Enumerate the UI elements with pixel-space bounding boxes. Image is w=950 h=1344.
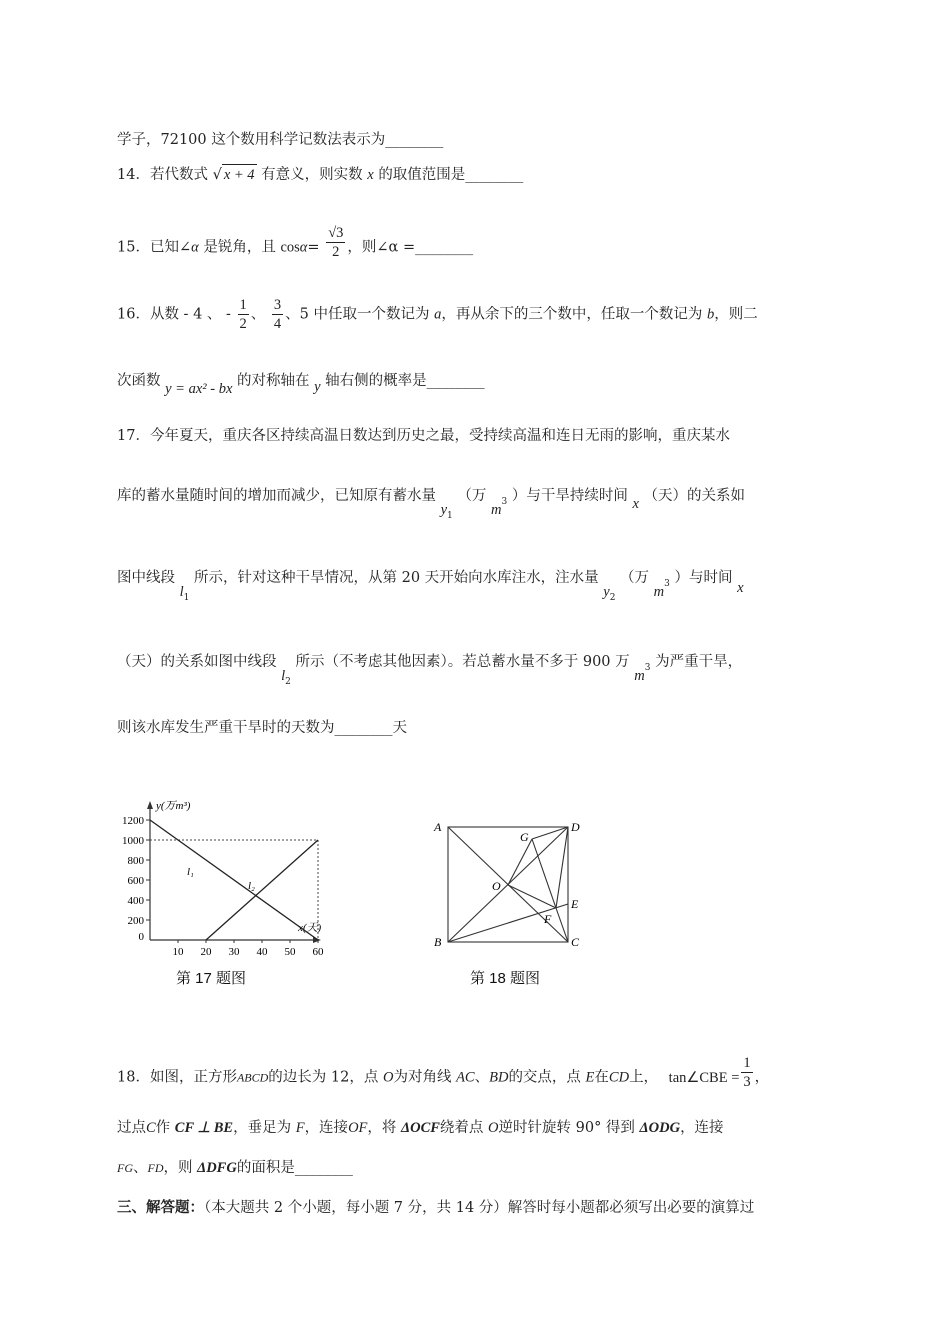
q17-y2-sub: 2: [609, 593, 616, 603]
segment-og: [508, 839, 532, 885]
q16-b: b: [706, 306, 715, 323]
q17-l2b: （万: [457, 488, 487, 504]
q18-l1b: 的边长为 12，点: [268, 1069, 379, 1086]
q16-frac-1-den: 2: [239, 316, 247, 332]
q16-frac-2-den: 4: [273, 316, 282, 332]
q15-text-3: ，则∠α =________: [347, 239, 474, 256]
y-tick-label: 1000: [122, 835, 144, 847]
q17-m-sup-2: 3: [664, 579, 670, 589]
q18-l3d: ，则: [163, 1160, 193, 1176]
q18-sep: 、: [474, 1069, 490, 1086]
q17-l3c: （万: [620, 570, 650, 586]
q17-line-5: 则该水库发生严重干旱时的天数为________天: [117, 720, 407, 736]
q18-l2a: 过点: [117, 1120, 146, 1136]
y-tick-label: 200: [127, 915, 144, 927]
q18-perp: CF ⊥ BE: [174, 1120, 234, 1136]
q17-l3d: ）与时间: [674, 570, 733, 586]
q16-text: 从数 - 4 、 -: [149, 306, 231, 323]
q17-l2a: 库的蓄水量随时间的增加而减少，已知原有蓄水量: [117, 488, 436, 504]
q17-l1-sub: 1: [183, 593, 190, 603]
q15-frac-num: √3: [328, 225, 344, 241]
q14-text: 若代数式: [149, 167, 208, 183]
q18-cd: CD: [608, 1069, 630, 1086]
q18-l1a: 18．如图，正方形: [117, 1069, 237, 1086]
figure-18-caption: 第 18 题图: [470, 970, 541, 987]
x-tick-label: 40: [256, 946, 268, 958]
x-tick-label: 50: [284, 946, 296, 958]
q18-l2e: ，将: [367, 1120, 397, 1136]
q18-tan: tan∠CBE =: [668, 1069, 740, 1086]
q18-l1f: 上，: [629, 1069, 659, 1086]
label-f: F: [544, 912, 552, 926]
q17-line-1: 17．今年夏天，重庆各区持续高温日数达到历史之最，受持续高温和连日无雨的影响，重庆某水: [117, 428, 730, 444]
q15-text: 已知∠: [149, 239, 192, 256]
q17-l4a: （天）的关系如图中线段: [117, 654, 277, 670]
q15-eq: =: [307, 239, 320, 256]
label-g: G: [520, 830, 529, 844]
q17-m-2: m: [653, 584, 665, 600]
question-16: [117, 296, 758, 333]
q16-number: 16．: [117, 306, 150, 323]
q15-frac-den: 2: [332, 244, 340, 260]
q17-x: x: [632, 496, 639, 512]
section-3-desc: （本大题共 2 个小题，每小题 7 分，共 14 分）解答时每小题都必须写出必要的演算过: [204, 1200, 755, 1216]
q14-text-3: 的取值范围是________: [378, 167, 524, 183]
q18-line-2: [117, 1118, 724, 1138]
y-tick-label: 1200: [122, 815, 144, 827]
q16b-formula: y = ax² - bx: [165, 381, 233, 397]
q17-line-4: [117, 652, 743, 687]
q16b-text: 次函数: [117, 373, 161, 389]
q18-frac-num: 1: [743, 1055, 751, 1071]
q18-of: OF: [348, 1120, 368, 1136]
q15-cos: cos: [280, 239, 300, 256]
q17-m-3: m: [634, 668, 645, 684]
figure-18-diagram: [428, 815, 598, 955]
q15-text-2: 是锐角，且: [203, 239, 276, 256]
q18-e: E: [585, 1069, 595, 1086]
q16-text-2: 、5 中任取一个数记为: [285, 306, 430, 323]
q18-l1c: 为对角线: [393, 1069, 452, 1086]
q17-l1: l: [179, 584, 184, 600]
q18-comma: ，: [754, 1069, 770, 1086]
l2-label: l₂: [248, 880, 255, 892]
q18-frac-den: 3: [743, 1074, 751, 1090]
q14-radicand: x + 4: [222, 164, 257, 185]
q18-l2b: 作: [155, 1120, 171, 1136]
y-tick-label: 600: [127, 875, 144, 887]
label-d: D: [571, 820, 580, 834]
q18-l2f: 绕着点: [439, 1120, 484, 1136]
x-tick-label: 30: [228, 946, 240, 958]
q17-l2c: ）与干旱持续时间: [511, 488, 628, 504]
figure-17-chart: [110, 795, 350, 960]
question-15: [117, 225, 474, 261]
x-tick-label: 60: [312, 946, 324, 958]
q18-l2h: ，连接: [680, 1120, 724, 1136]
segment-fd: [556, 827, 568, 908]
q18-line-3: [117, 1158, 353, 1178]
q17-m-sup: 3: [501, 497, 508, 507]
series-l1: [150, 820, 318, 940]
q16-frac-2: [272, 296, 283, 333]
q16b-y: y: [314, 379, 321, 395]
q18-l2g: 逆时针旋转 90° 得到: [498, 1120, 635, 1136]
q17-l2-sub: 2: [285, 677, 291, 687]
q17-l4c: 为严重干旱，: [655, 654, 743, 670]
q18-frac: [741, 1054, 752, 1091]
q17-m-sup-3: 3: [644, 663, 651, 673]
q18-ac: AC: [456, 1069, 475, 1086]
y-axis-arrow: [147, 801, 153, 809]
q16-frac-1: [238, 296, 249, 333]
q18-o2: O: [488, 1120, 499, 1136]
q16-frac-2-num: 3: [273, 297, 282, 313]
q16b-text-3: 轴右侧的概率是________: [325, 373, 485, 389]
q15-number: 15．: [117, 239, 150, 256]
q17-line-2: [117, 486, 745, 521]
label-c: C: [571, 935, 580, 949]
q18-odg: ΔODG: [639, 1120, 681, 1136]
question-14: 14．若代数式 √ x + 4 有意义，则实数 x 的取值范围是________: [117, 164, 523, 185]
q14-text-2: 有意义，则实数: [261, 167, 363, 183]
label-a: A: [434, 820, 442, 834]
section-3-title: 三、解答题：: [117, 1200, 204, 1216]
q16-sep: 、: [250, 306, 266, 323]
x-axis-label: x(天): [298, 922, 322, 934]
q14-var: x: [367, 167, 374, 183]
q17-y2: y: [603, 584, 610, 600]
q18-line-1: [117, 1055, 770, 1091]
label-e: E: [571, 897, 579, 911]
q18-l2d: ，连接: [304, 1120, 349, 1136]
q16b-text-2: 的对称轴在: [237, 373, 310, 389]
q18-l3e: 的面积是________: [236, 1160, 353, 1176]
y-axis-label: y(万m³): [156, 800, 191, 812]
y-tick-label: 400: [127, 895, 144, 907]
q18-ocf: ΔOCF: [401, 1120, 440, 1136]
q14-number: 14．: [117, 167, 150, 183]
label-b: B: [434, 935, 442, 949]
q18-c: C: [146, 1120, 156, 1136]
q16-text-3: ，再从余下的三个数中，任取一个数记为: [441, 306, 703, 323]
q15-alpha-2: α: [299, 239, 308, 256]
q16-frac-1-num: 1: [239, 297, 247, 313]
q17-y1-sub: 1: [447, 511, 453, 521]
q18-l1e: 在: [594, 1069, 609, 1086]
q17-l3b: 所示，针对这种干旱情况，从第 20 天开始向水库注水，注水量: [193, 570, 599, 586]
y-tick-label: 0: [138, 931, 144, 943]
figure-17-caption: 第 17 题图: [176, 970, 247, 987]
q17-m: m: [491, 502, 502, 518]
q17-x-2: x: [737, 580, 744, 596]
label-o: O: [492, 879, 501, 893]
q18-o: O: [382, 1069, 394, 1086]
q18-fd: FD: [147, 1161, 164, 1175]
y-tick-label: 800: [127, 855, 144, 867]
q17-l2d: （天）的关系如: [643, 488, 745, 504]
q18-l1d: 的交点，点: [508, 1069, 581, 1086]
q17-y1: y: [440, 502, 448, 518]
q16-text-4: ，则二: [714, 306, 758, 323]
q15-fraction: [326, 224, 345, 261]
q18-fg: FG: [117, 1161, 133, 1175]
q17-l3a: 图中线段: [117, 570, 175, 586]
q18-bd: BD: [489, 1069, 509, 1086]
q18-l3b: 、: [133, 1160, 148, 1176]
q18-abcd: ABCD: [236, 1070, 269, 1085]
l1-label: l₁: [187, 866, 194, 878]
q18-dfg: ΔDFG: [197, 1160, 237, 1176]
x-tick-label: 10: [172, 946, 184, 958]
question-16-cont: [117, 371, 485, 397]
segment-dg: [532, 827, 568, 839]
section-3-heading: [117, 1198, 754, 1218]
q17-line-3: [117, 568, 744, 603]
line-13-tail: 学子，72100 这个数用科学记数法表示为________: [117, 132, 444, 148]
q17-l2: l: [281, 668, 286, 684]
q15-alpha: α: [191, 239, 199, 256]
q17-l4b: 所示（不考虑其他因素）。若总蓄水量不多于 900 万: [295, 654, 630, 670]
q18-f: F: [295, 1120, 305, 1136]
q18-l2c: ，垂足为: [233, 1120, 292, 1136]
x-tick-label: 20: [200, 946, 212, 958]
q16-a: a: [434, 306, 442, 323]
